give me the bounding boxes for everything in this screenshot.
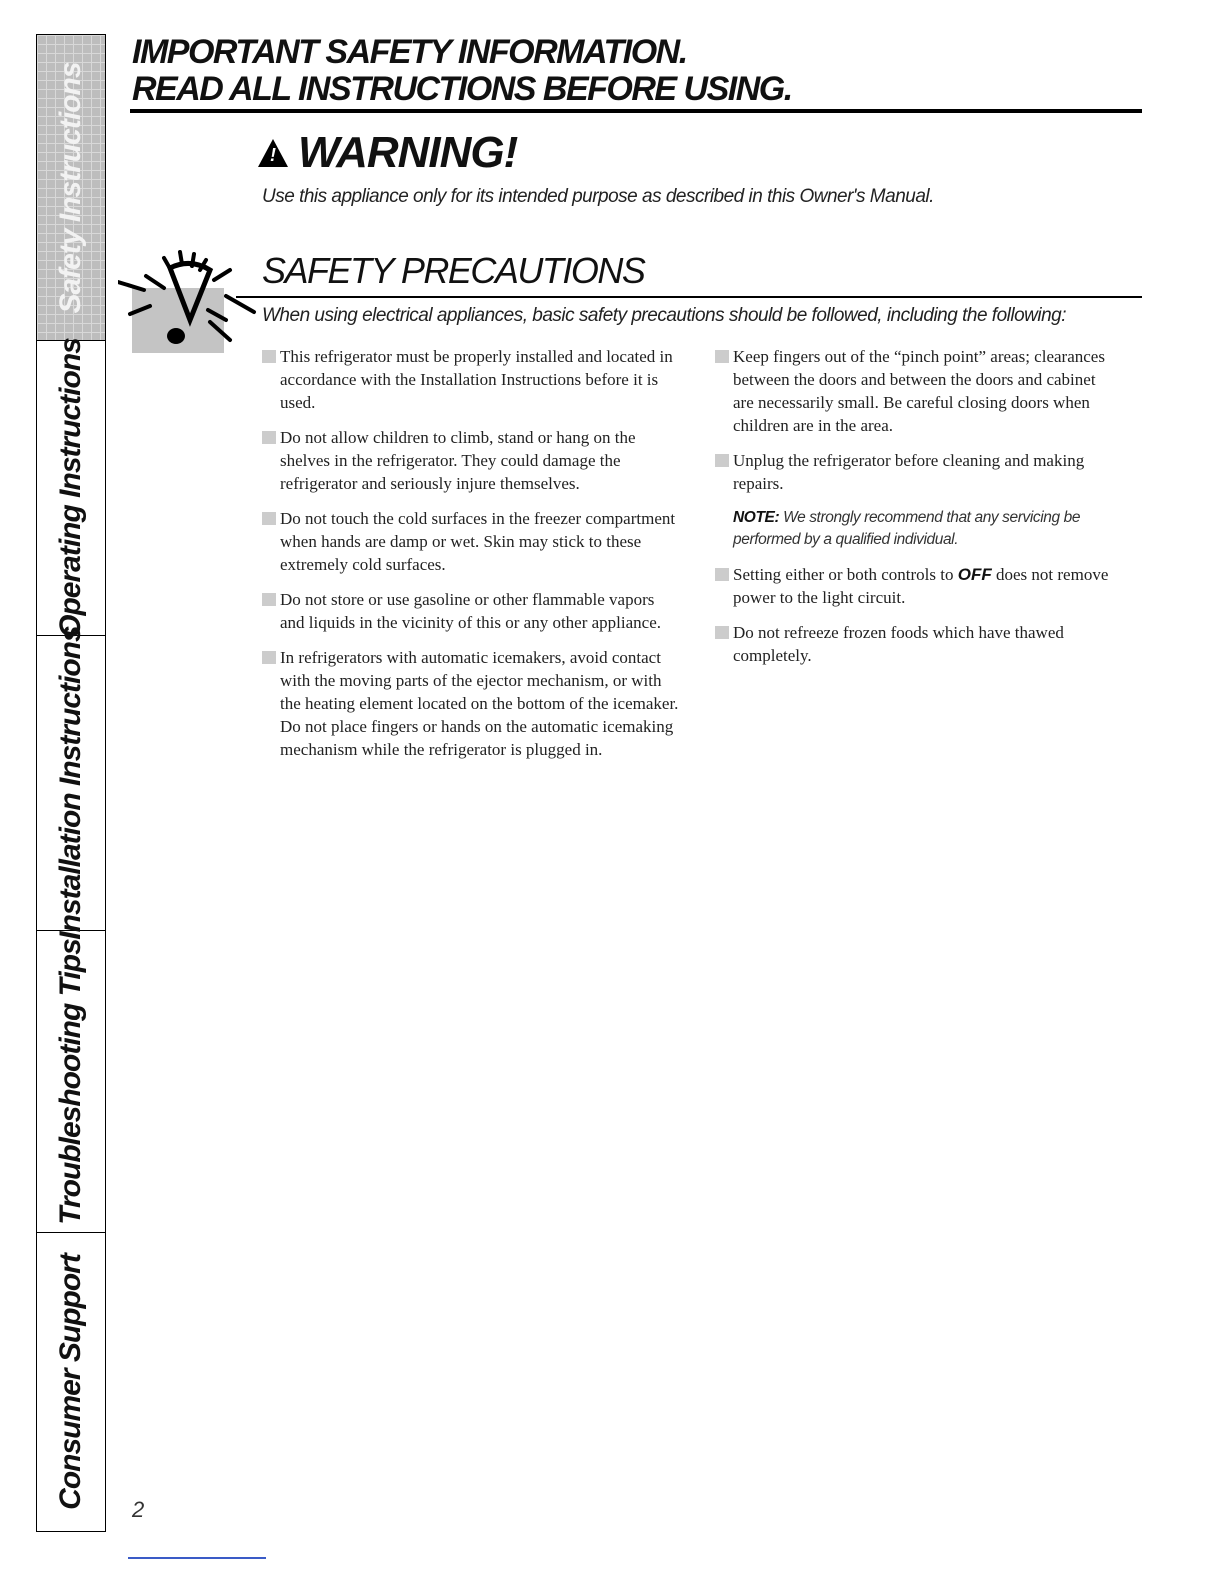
tab-label: Troubleshooting Tips	[54, 938, 87, 1225]
tab-installation-instructions[interactable]	[37, 626, 105, 940]
warning-title: WARNING!	[298, 128, 518, 177]
section-title: SAFETY PRECAUTIONS	[262, 250, 645, 291]
warning-text: Use this appliance only for its intended purpose as described in this Owner's Manual.	[262, 186, 934, 207]
tab-troubleshooting-tips[interactable]	[37, 931, 105, 1233]
bullet-icon	[262, 350, 276, 363]
bullet-icon	[262, 651, 276, 664]
bullet-icon	[715, 568, 729, 581]
title-line-1: IMPORTANT SAFETY INFORMATION.	[132, 33, 687, 71]
tab-label: Operating Instructions	[54, 338, 87, 638]
divider	[236, 296, 1142, 298]
list-item	[262, 646, 682, 761]
list-item	[262, 426, 682, 495]
bullet-icon	[715, 350, 729, 363]
list-item	[715, 449, 1115, 495]
bullet-icon	[262, 593, 276, 606]
item-text: Do not refreeze frozen foods which have thawed completely.	[733, 623, 1064, 665]
item-text: Do not allow children to climb, stand or hang on the shelves in the refrigerator. They could damage the refrigerator and seriously injure themselves.	[280, 428, 636, 493]
left-column	[262, 345, 682, 773]
tab-operating-instructions[interactable]	[37, 338, 105, 638]
tab-consumer-support[interactable]	[37, 1233, 105, 1531]
title-line-2: READ ALL INSTRUCTIONS BEFORE USING.	[132, 70, 792, 108]
off-label: OFF	[957, 565, 992, 584]
tab-safety-instructions[interactable]	[37, 35, 105, 341]
exclamation-burst-icon	[118, 228, 258, 353]
note-text: We strongly recommend that any servicing be performed by a qualified individual.	[733, 509, 1081, 548]
section-intro: When using electrical appliances, basic safety precautions should be followed, including the following:	[262, 305, 1067, 326]
list-item	[715, 563, 1115, 609]
item-text: does not remove power to the light circuit.	[733, 565, 1109, 607]
list-item	[262, 588, 682, 634]
list-item	[262, 507, 682, 576]
note-label: NOTE:	[733, 509, 780, 526]
page-number: 2	[132, 1497, 145, 1522]
list-item	[715, 345, 1115, 437]
item-text: In refrigerators with automatic icemakers, avoid contact with the moving parts of the ejector mechanism, or with the heating element located on the bottom of the icemaker. Do not place fingers or hands on the automatic icemaking mechanism while the refrigerator is plugged in.	[280, 648, 679, 759]
warning-heading	[258, 128, 517, 178]
bullet-icon	[715, 626, 729, 639]
page-title	[132, 34, 792, 108]
list-item	[262, 345, 682, 414]
tab-label: Consumer Support	[54, 1254, 87, 1510]
bullet-icon	[262, 431, 276, 444]
item-text: Do not store or use gasoline or other flammable vapors and liquids in the vicinity of this or any other appliance.	[280, 590, 661, 632]
bullet-icon	[715, 454, 729, 467]
item-text: Do not touch the cold surfaces in the freezer compartment when hands are damp or wet. Skin may stick to these extremely cold surfaces.	[280, 509, 676, 574]
item-text: Setting either or both controls to	[733, 565, 958, 584]
footer-rule	[128, 1557, 266, 1559]
tab-label: Installation Instructions	[54, 626, 87, 940]
divider	[130, 109, 1142, 113]
section-sidebar	[36, 34, 106, 1532]
note	[733, 507, 1115, 551]
list-item	[715, 621, 1115, 667]
bullet-icon	[262, 512, 276, 525]
item-text: Unplug the refrigerator before cleaning and making repairs.	[733, 451, 1085, 493]
item-text: This refrigerator must be properly installed and located in accordance with the Installation Instructions before it is used.	[280, 347, 673, 412]
item-text: Keep fingers out of the “pinch point” areas; clearances between the doors and between the doors and cabinet are necessarily small. Be careful closing doors when children are in the area.	[733, 347, 1105, 435]
right-column	[715, 345, 1115, 679]
tab-label: Safety Instructions	[54, 61, 87, 314]
warning-triangle-icon	[258, 139, 288, 167]
